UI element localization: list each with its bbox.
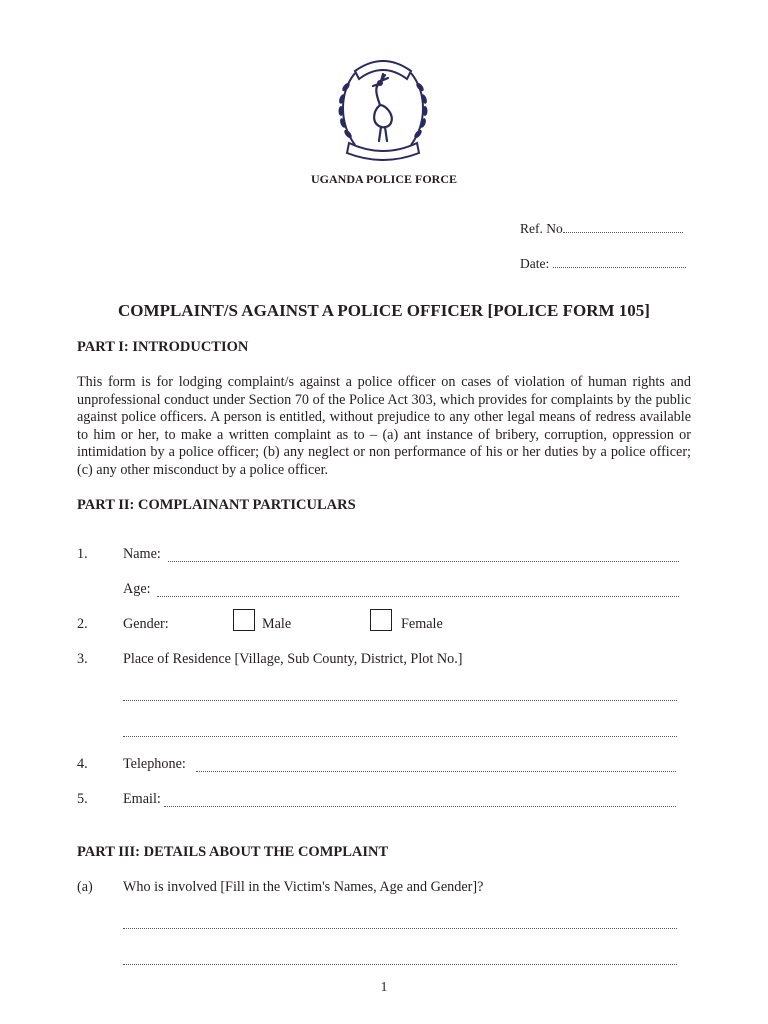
form-title: COMPLAINT/S AGAINST A POLICE OFFICER [POLICE FORM 105] [118, 301, 650, 320]
telephone-field[interactable] [196, 756, 676, 772]
ref-number-field[interactable] [520, 220, 683, 237]
name-label: Name: [123, 546, 161, 562]
crested-crane-emblem-icon [333, 53, 433, 165]
uganda-police-emblem [333, 53, 433, 165]
name-field[interactable] [168, 546, 679, 562]
male-option-label: Male [262, 616, 292, 632]
item-number: 3. [77, 651, 88, 667]
who-involved-label: Who is involved [Fill in the Victim's Names, Age and Gender]? [123, 879, 484, 895]
organization-name: UGANDA POLICE FORCE [310, 172, 457, 186]
age-field[interactable] [157, 581, 679, 597]
who-involved-field-line-1[interactable] [123, 913, 677, 929]
part1-heading: PART I: INTRODUCTION [77, 339, 249, 355]
part1-introduction-text: This form is for lodging complaint/s against a police officer on cases of violation of human rights and unprofessional conduct under Section 70 of the Police Act 303, which provides for complaints by the public against police officers. A person is entitled, without prejudice to any other legal means of redress available to him or her, to make a written complaint as to – (a) ant instance of bribery, corruption, oppression or intimidation by a police officer; (b) any neglect or non performance of his or her duties by a police officer; (c) any other misconduct by a police officer. [77, 374, 691, 478]
date-label: Date: [520, 256, 553, 271]
item-number: 2. [77, 616, 88, 632]
who-involved-field-line-2[interactable] [123, 949, 677, 965]
female-checkbox[interactable] [370, 609, 392, 631]
date-field[interactable] [520, 255, 686, 272]
residence-field-line-2[interactable] [123, 721, 677, 737]
item-number: (a) [77, 879, 93, 895]
email-label: Email: [123, 791, 161, 807]
item-number: 1. [77, 546, 88, 562]
male-checkbox[interactable] [233, 609, 255, 631]
age-label: Age: [123, 581, 151, 597]
email-field[interactable] [164, 791, 676, 807]
ref-label: Ref. No [520, 221, 563, 236]
part2-heading: PART II: COMPLAINANT PARTICULARS [77, 497, 356, 513]
residence-field-line-1[interactable] [123, 685, 677, 701]
page-number: 1 [380, 979, 388, 994]
residence-label: Place of Residence [Village, Sub County, District, Plot No.] [123, 651, 463, 667]
item-number: 4. [77, 756, 88, 772]
part3-heading: PART III: DETAILS ABOUT THE COMPLAINT [77, 844, 389, 860]
telephone-label: Telephone: [123, 756, 186, 772]
gender-label: Gender: [123, 616, 169, 632]
item-number: 5. [77, 791, 88, 807]
female-option-label: Female [401, 616, 443, 632]
